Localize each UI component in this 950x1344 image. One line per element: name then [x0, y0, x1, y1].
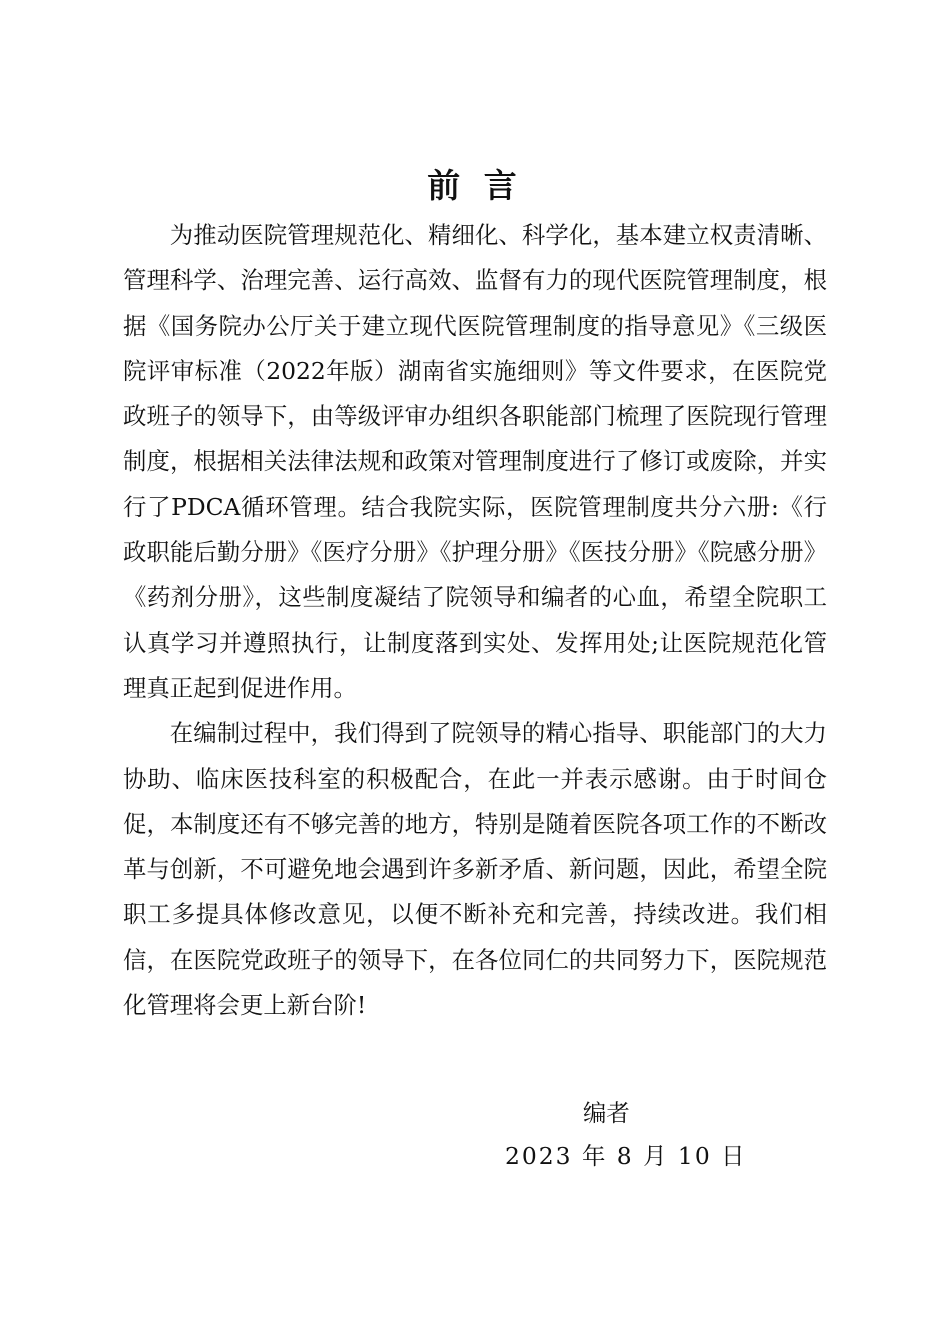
paragraph-1: 为推动医院管理规范化、精细化、科学化，基本建立权责清晰、管理科学、治理完善、运行高效、监督有力的现代医院管理制度，根据《国务院办公厅关于建立现代医院管理制度的指导意见》《三级医院评审标准（2022年版）湖南省实施细则》等文件要求，在医院党政班子的领导下，由等级评审办组织各职能部门梳理了医院现行管理制度，根据相关法律法规和政策对管理制度进行了修订或废除，并实行了PDCA循环管理。结合我院实际，医院管理制度共分六册:《行政职能后勤分册》《医疗分册》《护理分册》《医技分册》《院感分册》《药剂分册》，这些制度凝结了院领导和编者的心血，希望全院职工认真学习并遵照执行，让制度落到实处、发挥用处;让医院规范化管理真正起到促进作用。 [123, 221, 827, 702]
preface-body [123, 213, 827, 1028]
author-signature: 编者 [583, 1099, 630, 1127]
page-title: 前 言 [427, 166, 523, 205]
paragraph-2: 在编制过程中，我们得到了院领导的精心指导、职能部门的大力协助、临床医技科室的积极配合，在此一并表示感谢。由于时间仓促，本制度还有不够完善的地方，特别是随着医院各项工作的不断改革与创新，不可避免地会遇到许多新矛盾、新问题，因此，希望全院职工多提具体修改意见，以便不断补充和完善，持续改进。我们相信，在医院党政班子的领导下，在各位同仁的共同努力下，医院规范化管理将会更上新台阶! [123, 719, 827, 1020]
document-date: 2023 年 8 月 10 日 [505, 1142, 747, 1170]
